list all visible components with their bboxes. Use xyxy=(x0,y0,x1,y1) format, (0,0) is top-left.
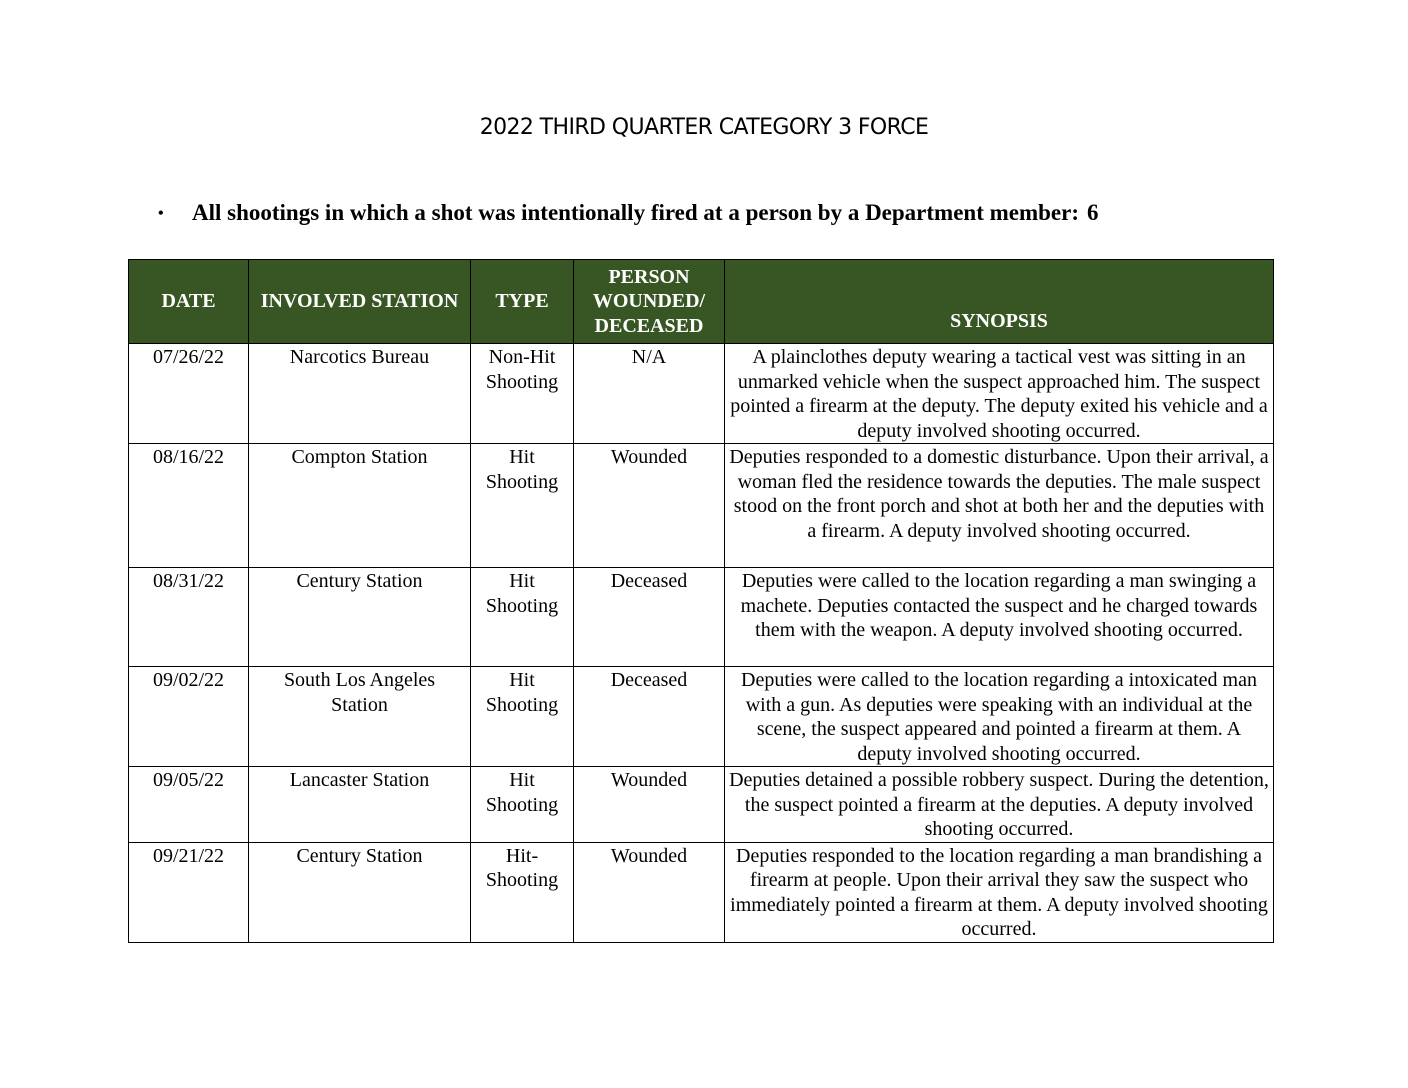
cell-type: Hit Shooting xyxy=(471,767,574,843)
header-date: DATE xyxy=(129,260,249,344)
header-person: PERSON WOUNDED/ DECEASED xyxy=(574,260,725,344)
cell-type: Hit Shooting xyxy=(471,568,574,667)
table-row xyxy=(129,767,1274,843)
cell-type: Hit- Shooting xyxy=(471,842,574,942)
cell-type: Non-Hit Shooting xyxy=(471,344,574,444)
cell-type: Hit Shooting xyxy=(471,444,574,568)
cell-date: 08/31/22 xyxy=(129,568,249,667)
cell-synopsis: Deputies responded to a domestic disturbance. Upon their arrival, a woman fled the residence towards the deputies. The male suspect stood on the front porch and shot at both her and the deputies with a firearm. A deputy involved shooting occurred. xyxy=(725,444,1274,568)
cell-date: 09/21/22 xyxy=(129,842,249,942)
table-row xyxy=(129,842,1274,942)
header-synopsis: SYNOPSIS xyxy=(725,260,1274,344)
bullet-icon: • xyxy=(158,205,164,222)
shootings-table xyxy=(128,259,1274,943)
cell-person: Deceased xyxy=(574,667,725,767)
cell-station: Narcotics Bureau xyxy=(249,344,471,444)
cell-station: Century Station xyxy=(249,568,471,667)
cell-person: Deceased xyxy=(574,568,725,667)
cell-type: Hit Shooting xyxy=(471,667,574,767)
cell-date: 08/16/22 xyxy=(129,444,249,568)
table-row xyxy=(129,444,1274,568)
cell-station: Century Station xyxy=(249,842,471,942)
cell-person: N/A xyxy=(574,344,725,444)
table-row xyxy=(129,344,1274,444)
cell-synopsis: Deputies were called to the location regarding a man swinging a machete. Deputies contacted the suspect and he charged towards them with the weapon. A deputy involved shooting occurred. xyxy=(725,568,1274,667)
cell-date: 09/02/22 xyxy=(129,667,249,767)
cell-synopsis: Deputies detained a possible robbery suspect. During the detention, the suspect pointed a firearm at the deputies. A deputy involved shooting occurred. xyxy=(725,767,1274,843)
cell-station: Lancaster Station xyxy=(249,767,471,843)
cell-station: South Los Angeles Station xyxy=(249,667,471,767)
table-row xyxy=(129,568,1274,667)
cell-person: Wounded xyxy=(574,444,725,568)
table-row xyxy=(129,667,1274,767)
cell-synopsis: A plainclothes deputy wearing a tactical vest was sitting in an unmarked vehicle when the suspect approached him. The suspect pointed a firearm at the deputy. The deputy exited his vehicle and a deputy involved shooting occurred. xyxy=(725,344,1274,444)
header-type: TYPE xyxy=(471,260,574,344)
header-station: INVOLVED STATION xyxy=(249,260,471,344)
cell-date: 07/26/22 xyxy=(129,344,249,444)
summary-label: All shootings in which a shot was intentionally fired at a person by a Department member: xyxy=(192,200,1080,225)
page-title: 2022 THIRD QUARTER CATEGORY 3 FORCE xyxy=(479,115,929,140)
cell-person: Wounded xyxy=(574,842,725,942)
cell-date: 09/05/22 xyxy=(129,767,249,843)
cell-person: Wounded xyxy=(574,767,725,843)
table-header-row xyxy=(129,260,1274,344)
summary-line xyxy=(158,198,1099,229)
cell-synopsis: Deputies were called to the location regarding a intoxicated man with a gun. As deputies were speaking with an individual at the scene, the suspect appeared and pointed a firearm at them. A deputy involved shooting occurred. xyxy=(725,667,1274,767)
cell-station: Compton Station xyxy=(249,444,471,568)
cell-synopsis: Deputies responded to the location regarding a man brandishing a firearm at people. Upon their arrival they saw the suspect who immediately pointed a firearm at them. A deputy involved shooting occurred. xyxy=(725,842,1274,942)
summary-count: 6 xyxy=(1087,200,1099,225)
